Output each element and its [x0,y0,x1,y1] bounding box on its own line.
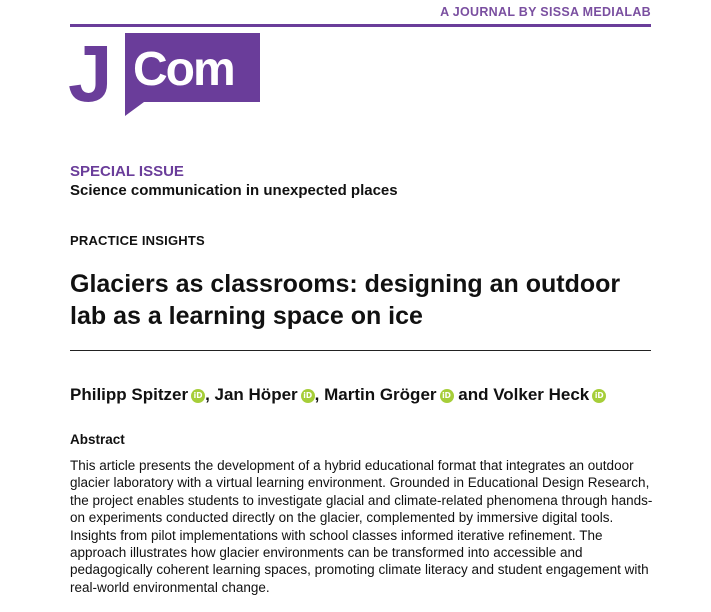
orcid-icon[interactable]: iD [592,389,606,403]
article-title: Glaciers as classrooms: designing an outdoor lab as a learning space on ice [70,270,621,330]
logo-word-com: Com [133,43,234,96]
title-divider [70,350,651,351]
author-name[interactable]: Jan Höper [214,385,298,404]
orcid-icon[interactable]: iD [301,389,315,403]
header-rule [70,24,651,27]
special-issue-title: Science communication in unexpected places [70,182,398,199]
jcom-logo [68,30,268,116]
abstract-heading: Abstract [70,432,125,447]
author-separator: , [314,385,325,404]
journal-tagline: A JOURNAL BY SISSA MEDIALAB [440,5,651,19]
logo-letter-j: J [68,30,113,116]
orcid-icon[interactable]: iD [440,389,454,403]
author-separator: and [453,385,494,404]
special-issue-label: SPECIAL ISSUE [70,163,184,180]
abstract-body: This article presents the development of a hybrid educational format that integrates an outdoor glacier laboratory with a virtual learning environment. Grounded in Educational Design Research, the project enables students to investigate glacial and climate-related phenomena through hands-on experiments conducted directly on the glacier, complemented by immersive digital tools. Insights from pilot implementations with school classes informed iterative refinement. The approach illustrates how glacier environments can be transformed into accessible and pedagogically coherent learning spaces, promoting climate literacy and student engagement with real-world environmental change. [70,458,653,595]
article-type: PRACTICE INSIGHTS [70,233,205,248]
author-separator: , [205,385,215,404]
author-list [70,385,670,405]
orcid-icon[interactable]: iD [191,389,205,403]
author-name[interactable]: Volker Heck [493,385,590,404]
author-name[interactable]: Martin Gröger [324,385,437,404]
author-name[interactable]: Philipp Spitzer [70,385,189,404]
